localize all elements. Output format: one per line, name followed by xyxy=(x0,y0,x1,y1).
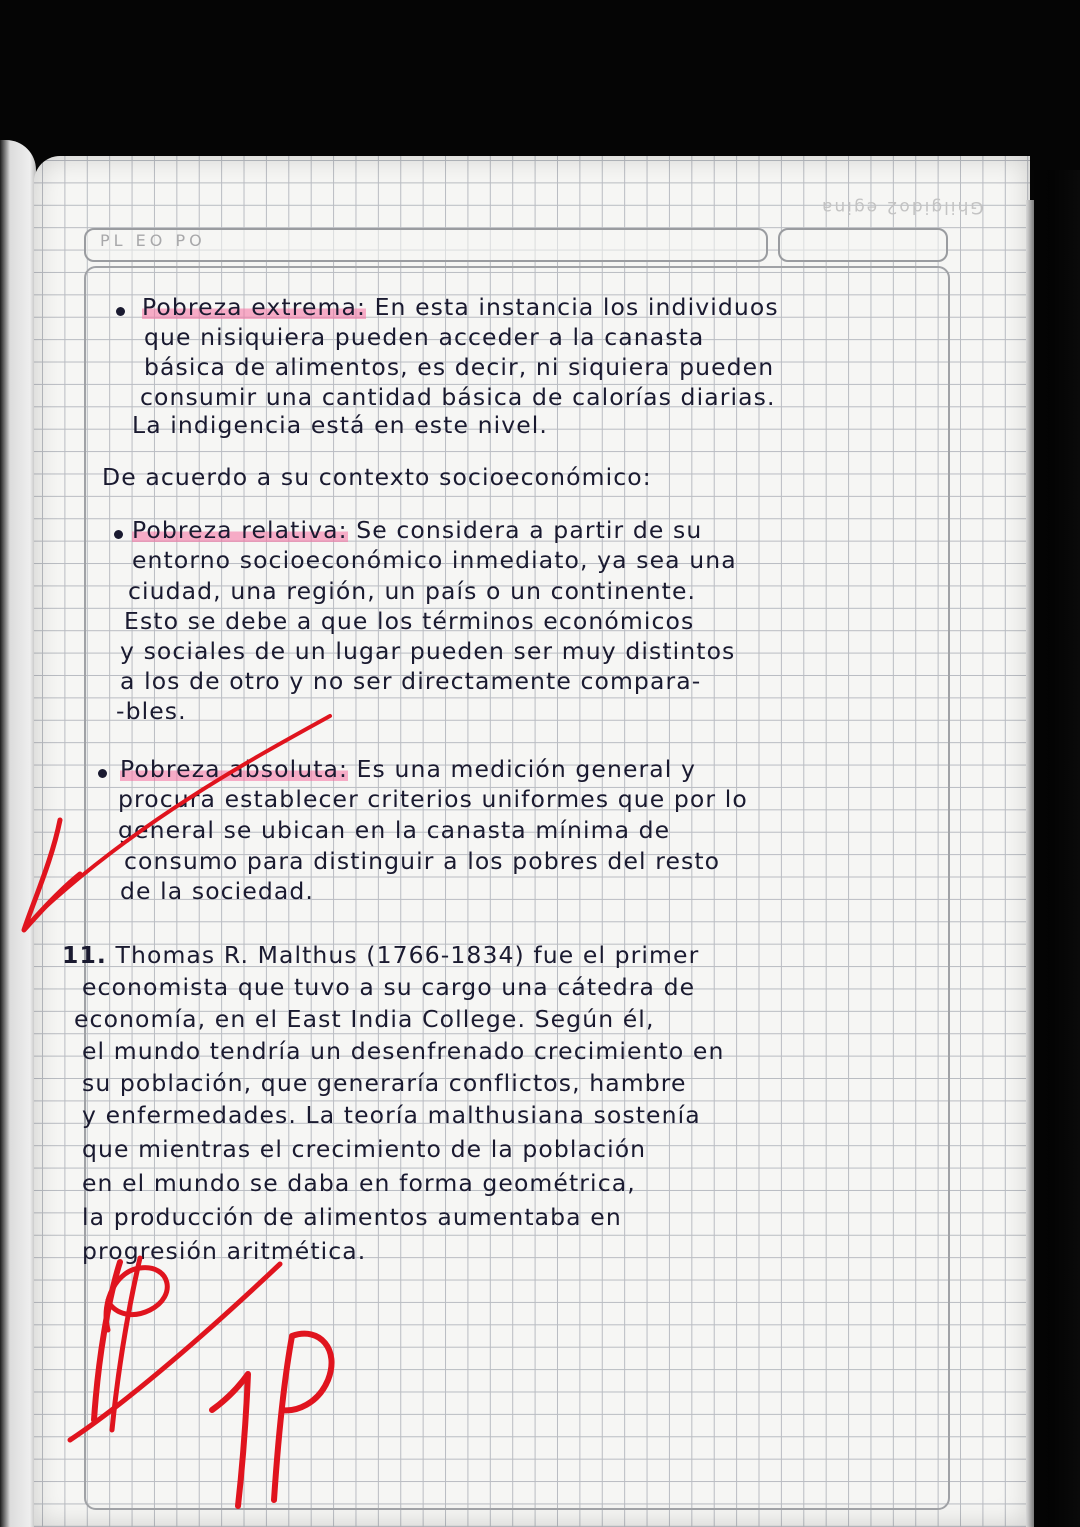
line-malthus-10: progresión aritmética. xyxy=(82,1237,367,1265)
line-relativa-3: ciudad, una región, un país o un continente. xyxy=(128,577,697,605)
line-relativa-4: Esto se debe a que los términos económicos xyxy=(124,607,695,635)
line-absoluta-4: consumo para distinguir a los pobres del resto xyxy=(124,847,721,875)
line-absoluta-5: de la sociedad. xyxy=(120,877,314,905)
line-absoluta-3: general se ubican en la canasta mínima de xyxy=(118,816,671,844)
text-absoluta-0: Es una medición general y xyxy=(356,755,697,783)
text-relativa-0: Se considera a partir de su xyxy=(356,516,703,544)
check-mark-icon xyxy=(40,716,330,912)
line-malthus-6: y enfermedades. La teoría malthusiana sostenía xyxy=(82,1101,701,1129)
line-malthus-9: la producción de alimentos aumentaba en xyxy=(82,1203,622,1231)
line-relativa-5: y sociales de un lugar pueden ser muy distintos xyxy=(120,637,736,665)
text-malthus-0: Thomas R. Malthus (1766-1834) fue el primer xyxy=(115,941,700,969)
term-pobreza-absoluta: Pobreza absoluta: xyxy=(120,755,349,783)
term-pobreza-relativa: Pobreza relativa: xyxy=(132,516,348,544)
line-extrema-3: básica de alimentos, es decir, ni siquiera pueden xyxy=(144,353,775,381)
line-absoluta-2: procura establecer criterios uniformes que por lo xyxy=(118,785,748,813)
line-extrema-4: consumir una cantidad básica de calorías diarias. xyxy=(140,383,776,411)
line-malthus-7: que mientras el crecimiento de la población xyxy=(82,1135,647,1163)
line-malthus-5: su población, que generaría conflictos, hambre xyxy=(82,1069,687,1097)
item-number: 11. xyxy=(62,941,107,969)
line-relativa-6: a los de otro y no ser directamente compara- xyxy=(120,667,702,695)
text-extrema-0: En esta instancia los individuos xyxy=(374,293,779,321)
term-pobreza-extrema: Pobreza extrema: xyxy=(142,293,367,321)
line-malthus-4: el mundo tendría un desenfrenado crecimiento en xyxy=(82,1037,725,1065)
corner-ghost-text: Ghilgido2 egina xyxy=(820,197,984,217)
header-ghost-text: PL EO PO xyxy=(100,231,206,250)
contexto-heading: De acuerdo a su contexto socioeconómico: xyxy=(102,463,652,491)
grade-mark-icon xyxy=(274,1334,332,1500)
grade-mark-icon xyxy=(212,1374,248,1506)
check-mark-icon xyxy=(24,820,80,930)
line-malthus-8: en el mundo se daba en forma geométrica, xyxy=(82,1169,636,1197)
line-relativa-7: -bles. xyxy=(116,697,187,725)
line-malthus-3: economía, en el East India College. Según él, xyxy=(74,1005,655,1033)
line-malthus-2: economista que tuvo a su cargo una cátedra de xyxy=(82,973,696,1001)
line-relativa-2: entorno socioeconómico inmediato, ya sea una xyxy=(132,546,737,574)
line-extrema-5: La indigencia está en este nivel. xyxy=(132,411,548,439)
line-extrema-2: que nisiquiera pueden acceder a la canasta xyxy=(144,323,705,351)
